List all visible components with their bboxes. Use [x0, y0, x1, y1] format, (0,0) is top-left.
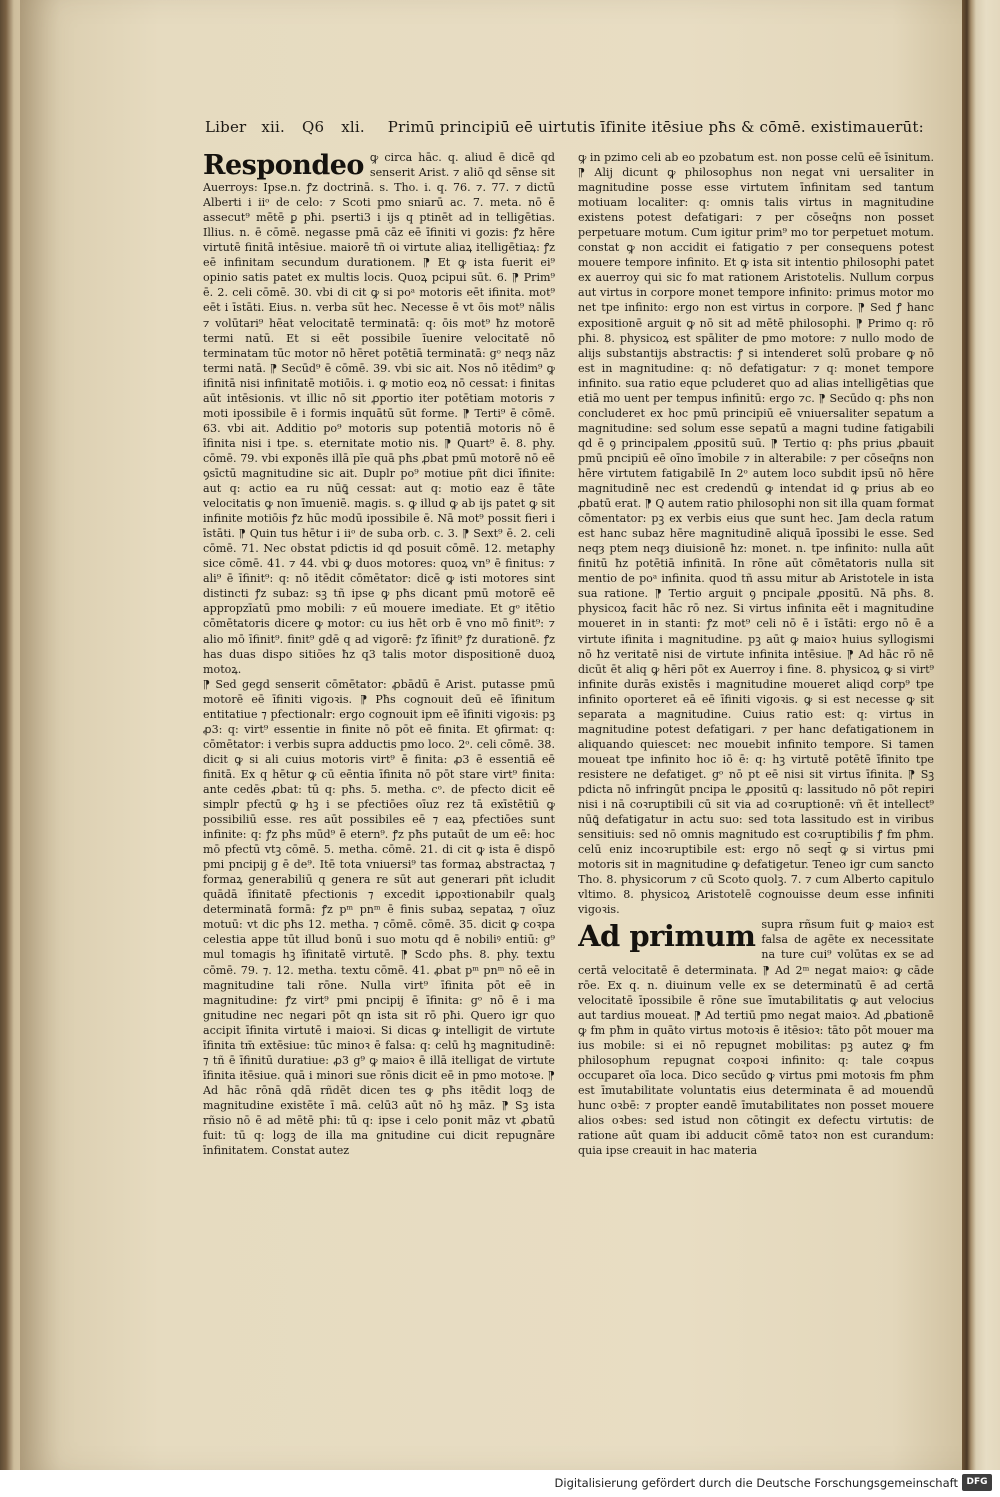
heading-liber: Liber: [205, 118, 247, 136]
heading-folio-number: xli.: [341, 118, 365, 136]
heading-book-number: xii.: [261, 118, 286, 136]
running-head: [205, 118, 940, 140]
paragraph: ꝙ circa hāc. q. aliud ē dicē qd senserit Arist. ⁊ aliō qd sēnse sit Auerroys: Ipse.n. ꝭz doctrinā. s. Tho. i. q. 76. ⁊. 77. ⁊ dictū Alberti i iiᵒ de celo: ⁊ Scoti pmo sniarū ac. 7. meta. nō ē assecut⁹ mētē ꝑ pħi. pserti3 i ijs q ptinēt ad in telligētias. Illius. n. ē cōmē. negasse pmā cāz eē īfiniti vi gozis: ꝭz hēre virtutē finitā intēsiue. maiorē tñ oi virtute aliaꝝ itelligētiaꝝ: ꝭz eē infinitam secundum durationem. ⁋ Et ꝙ ista fuerit ei⁹ opinio satis patet ex multis locis. Quoꝝ pcipui sūt. 6. ⁋ Prim⁹ ē. 2. celi cōmē. 30. vbi di cit ꝙ si poᵃ motoris eēt ifinita. mot⁹ eēt i īstāti. Eius. n. verba sūt hec. Necesse ē vt ōis mot⁹ nālis ⁊ volūtari⁹ hēat velocitatē terminatā: q: ōis mot⁹ ħz motorē termi natū. Et si eēt possibile īuenire velocitatē nō terminatam tūc motor nō hēret potētiā terminatā: gᵒ neqȝ nāz termi natā. ⁋ Secūd⁹ ē cōmē. 39. vbi sic ait. Nos nō itēdim⁹ ꝙ ifinitā nisi infinitatē motiōis. i. ꝙ motio eoꝝ nō cessat: i finitas aūt intēsionis. vt illic nō sit ꝓportio iter potētiam motoris ⁊ moti ipossibile ē i formis inquātū sūt forme. ⁋ Terti⁹ ē cōmē. 63. vbi ait. Additio po⁹ motoris sup potentiā motoris nō ē īfinita nisi i tpe. s. eternitate motio nis. ⁋ Quart⁹ ē. 8. phy. cōmē. 79. vbi exponēs illā pīe quā pħs ꝓbat pmū motorē nō eē ꝯsīctū magnitudine sic ait. Duplr po⁹ motiue pñt dici īfinite: aut q: actio ea ru nūꝗ̄ cessat: aut q: motio eaz ē tāte velocitatis ꝙ non īmueniē. magis. s. ꝙ illud ꝙ ab ijs patet ꝙ sit infinite motiōis ꝭz hūc modū ipossibile ē. Nā mot⁹ possit fieri i īstāti. ⁋ Quin tus hētur i iiᵒ de suba orb. c. 3. ⁋ Sext⁹ ē. 2. celi cōmē. 71. Nec obstat pdictis id qd posuit cōmē. 12. metaphy sice cōmē. 41. ⁊ 44. vbi ꝙ duos motores: quoꝝ vn⁹ ē finitus: ⁊ ali⁹ ē īfinit⁹: q: nō itēdit cōmētator: dicē ꝙ isti motores sint distincti ꝭz subaz: sꝫ tñ ipse ꝙ pħs dicant pmū motorē eē appropzīatū pmo mobili: ⁊ eū mouere imediate. Et gᵒ itētio cōmētatoris dicere ꝙ motor: cu ius hēt orb ē vno mō finit⁹: ⁊ alio mō īfinit⁹. finit⁹ gdē q ad vigorē: ꝭz īfinit⁹ ꝭz durationē. ꝭz has duas dispo sitiōes ħz q3 talis motor dispositionē duoꝝ motoꝝ.: [203, 151, 555, 676]
paragraph: ⁋ Sed gegd senserit cōmētator: ꝓbādū ē Arist. putasse pmū motorē eē īfiniti vigoꝛis. ⁋ Pħs cognouit deū eē īfinitum entitatiue ⁊ pfectionalr: ergo cognouit ipm eē īfiniti vigoꝛis: pꝫ ꝓ3: q: virt⁹ essentie in finite nō pōt eē finita. Et ꝯfirmat: q: cōmētator: i verbis supra adductis pmo loco. 2ᵒ. celi cōmē. 38. dicit ꝙ si ali cuius motoris virt⁹ ē finita: ꝓ3 ē essentiā eē finitā. Ex q hētur ꝙ cū eēntia īfinita nō pōt stare virt⁹ finita: ante cedēs ꝓbat: tū q: pħs. 5. metha. cᵒ. de pfecto dicit eē simplr pfectū ꝙ hꝫ i se pfectiōes oīuz rez tā exīstētiū ꝙ possibiliū esse. res aūt possibiles eē ⁊ eaꝝ pfectiōes sunt infinite: q: ꝭz pħs mūd⁹ ē etern⁹. ꝭz pħs putaūt de um eē: hoc mō pfectū vtꝫ cōmē. 5. metha. cōmē. 21. di cit ꝙ ista ē dispō pmi pncipij g ē de⁹. Itē tota vniuersi⁹ tas formaꝝ abstractaꝝ ⁊ formaꝝ generabiliū q genera re sūt aut generari pñt icludit quādā īfinitatē pfectionis ⁊ excedit iꝓpoꝛtionabilr qualꝫ determinatā formā: ꝭz pᵐ pnᵐ ē finis subaꝝ sepataꝝ ⁊ oīuz motuū: vt dic pħs 12. metha. ⁊ cōmē. cōmē. 35. dicit ꝙ coꝛpa celestia appe tūt illud bonū i suo motu qd ē nobiliꝰ entiū: g⁹ mul tomagis hꝫ īfinitatē virtutē. ⁋ Scdo pħs. 8. phy. textu cōmē. 79. ⁊. 12. metha. textu cōmē. 41. ꝓbat pᵐ pnᵐ nō eē in magnitudine tali rōne. Nulla virt⁹ īfinita pōt eē in magnitudine: ꝭz virt⁹ pmi pncipij ē īfinita: gᵒ nō ē i ma gnitudine nec negari pōt qn ista sit rō pħi. Quero igr quo accipit īfinita virtutē i maioꝛi. Si dicas ꝙ intelligit de virtute īfinita tm̄ extēsiue: tūc minoꝛ ē falsa: q: celū hꝫ magnitudinē: ⁊ tñ ē īfinitū duratiue: ꝓ3 g⁹ ꝙ maioꝛ ē illā itelligat de virtute īfinita itēsiue. quā i minori sue rōnis dicit eē in pmo motoꝛe. ⁋ Ad hāc rōnā qdā rñdēt dicen tes ꝙ pħs itēdit loqꝫ de magnitudine existēte ī mā. celū3 aūt nō hꝫ māz. ⁋ Sꝫ ista rñsio nō ē ad mētē pħi: tū q: ipse i celo ponit māz vt ꝓbatū fuit: tū q: logꝫ de illa ma gnitudine cui dicit repugnāre īnfinitatem. Constat autez: [203, 677, 555, 1158]
paragraph: ꝙ in pzimo celi ab eo pzobatum est. non posse celū eē īsinitum. ⁋ Alij dicunt ꝙ philosophus non negat vni uersaliter in magnitudine posse esse virtutem īnfinitam sed tantum motiuam localiter: q: omnis talis virtus in magnitudine existens potest defatigari: ⁊ per cōseq̄ns non posset perpetuare motum. Cum igitur prim⁹ mo tor perpetuet motum. constat ꝙ non accidit ei fatigatio ⁊ per consequens potest mouere tempore infinito. Et ꝙ ista sit intentio philosophi patet ex auerroy qui sic fo mat rationem Aristotelis. Nullum corpus aut virtus in corpore monet tempore infinito: primus motor mo net tpe infinito: ergo non est virtus in corpore. ⁋ Sed ꝭ hanc expositionē arguit ꝙ nō sit ad mētē philosophi. ⁋ Primo q: rō pħi. 8. physicoꝝ est spāliter de pmo motore: ⁊ nullo modo de alijs substantijs abstractis: ꝭ si intenderet solū probare ꝙ nō est in magnitudine: q: nō defatigatur: ⁊ q: monet tempore infinito. sua ratio eque pcluderet quo ad alias intelligētias que etiā mo uent per tempus infinitū: ergo ⁊c. ⁋ Secūdo q: pħs non concluderet ex hoc pmū principiū eē vniuersaliter sepatum a magnitudine: sed solum esse sepatū a magni tudine fatigabili qd ē ꝯ principalem ꝓpositū suū. ⁋ Tertio q: pħs prius ꝓbauit pmū pncipiū eē oīno īmobile ⁊ in alterabile: ⁊ per cōseq̄ns non hēre virtutem fatigabilē In 2ᵒ autem loco subdit ipsū nō hēre magnitudinē nec est credendū ꝙ intendat id ꝙ prius ab eo ꝓbatū erat. ⁋ Q autem ratio philosophi non sit illa quam format cōmentator: pꝫ ex verbis eius que sunt hec. Jam decla ratum est hanc subaz hēre magnitudinē aliquā īpossibi le esse. Sed neqȝ ptem neqȝ diuisionē ħz: monet. n. tpe infinito: nulla aūt finitū ħz potētiā infinitā. In rōne aūt cōmētatoris nulla sit mentio de poᵃ infinita. quod tñ assu mitur ab Aristotele in ista sua ratione. ⁋ Tertio arguit ꝯ pncipale ꝓpositū. Nā pħs. 8. physicoꝝ facit hāc rō nez. Si virtus infinita eēt i magnitudine moueret in in stanti: ꝭz mot⁹ celi nō ē i īstāti: ergo nō ē a virtute ifinita i magnitudine. pꝫ aūt ꝙ maioꝛ huius syllogismi nō ħz veritatē nisi de virtute infinita intēsiue. ⁋ Ad hāc rō nē dicūt ēt aliq ꝙ hēri pōt ex Auerroy i fine. 8. physicoꝝ ꝙ si virt⁹ infinite durās existēs i magnitudine moueret aliqd corp⁹ tpe infinito oporteret eā eē īfiniti vigoꝛis. ꝙ si est necesse ꝙ sit separata a magnitudine. Cuius ratio est: q: virtus in magnitudine potest defatigari. ⁊ per hanc defatigationem in aliquando quiescet: nec mouebit infinito tempore. Si tamen moueat tpe infinito hoc iō ē: q: hꝫ virtutē potētē īfinito tpe resistere ne defatiget. gᵒ nō pt eē nisi sit virtus īfinita. ⁋ Sꝫ pdicta nō infringūt pncipa le ꝓpositū q: lassitudo nō pōt repiri nisi i nā coꝛruptibili cū sit via ad coꝛruptionē: vñ ēt intellect⁹ nūꝗ̄ defatigatur in actu suo: sed tota lassitudo est in viribus sensitiuis: sed nō omnis magnitudo est coꝛruptibilis ꝭ fm pħm. celū eniz incoꝛruptibile est: ergo nō seqt̄ ꝙ si virtus pmi motoris sit in magnitudine ꝙ defatigetur. Teneo igr cum sancto Tho. 8. physicorum ⁊ cū Scoto quolꝫ. 7. ⁊ cum Alberto capitulo vltimo. 8. physicoꝝ Aristotelē cognouisse deum esse infiniti vigoꝛis.: [578, 151, 934, 917]
lead-word-ad-primum: Ad primum: [578, 919, 756, 954]
heading-running-title: Primū principiū eē uirtutis īfinite itēsiue pħs & cōmē. existimauerūt:: [387, 118, 924, 136]
text-column-right: [578, 150, 934, 1250]
funding-credit: Digitalisierung gefördert durch die Deutsche Forschungsgemeinschaft: [554, 1476, 958, 1490]
text-column-left: [203, 150, 555, 1252]
adjacent-page-edge: [962, 0, 1000, 1470]
dfg-logo-icon: DFG: [962, 1474, 992, 1491]
lead-word-respondeo: Respondeo: [203, 150, 364, 181]
heading-quaestio: Q6: [301, 118, 325, 136]
paragraph: supra rñsum fuit ꝙ maioꝛ est falsa de agēte ex necessitate na ture cui⁹ volūtas ex se ad certā velocitatē ē determinata. ⁋ Ad 2ᵐ negat maioꝛ: ꝙ cāde rōe. Ex q. n. diuinum velle ex se determinatū ē ad certā velocitatē īpossibile ē rōne sue īmutabilitatis ꝙ aut velocius aut tardius moueat. ⁋ Ad tertiū pmo negat maioꝛ. Ad ꝓbationē ꝙ fm pħm in quāto virtus motoꝛis ē itēsioꝛ: tāto pōt mouer ma ius mobile: si ei nō repugnet mobilitas: pꝫ autez ꝙ fm philosophum repugnat coꝛpoꝛi infinito: q: tale coꝛpus occuparet oīa loca. Dico secūdo ꝙ virtus pmi motoꝛis fm pħm est īmutabilitate voluntatis eius determinata ē ad mouendū hunc oꝛbē: ⁊ propter eandē īmutabilitates non posset mouere alios oꝛbes: sed istud non cōtingit ex defectu virtutis: de ratione aūt quam ibi adducit cōmē tatoꝛ non est curandum: quia ipse creauit in hac materia: [578, 918, 934, 1158]
